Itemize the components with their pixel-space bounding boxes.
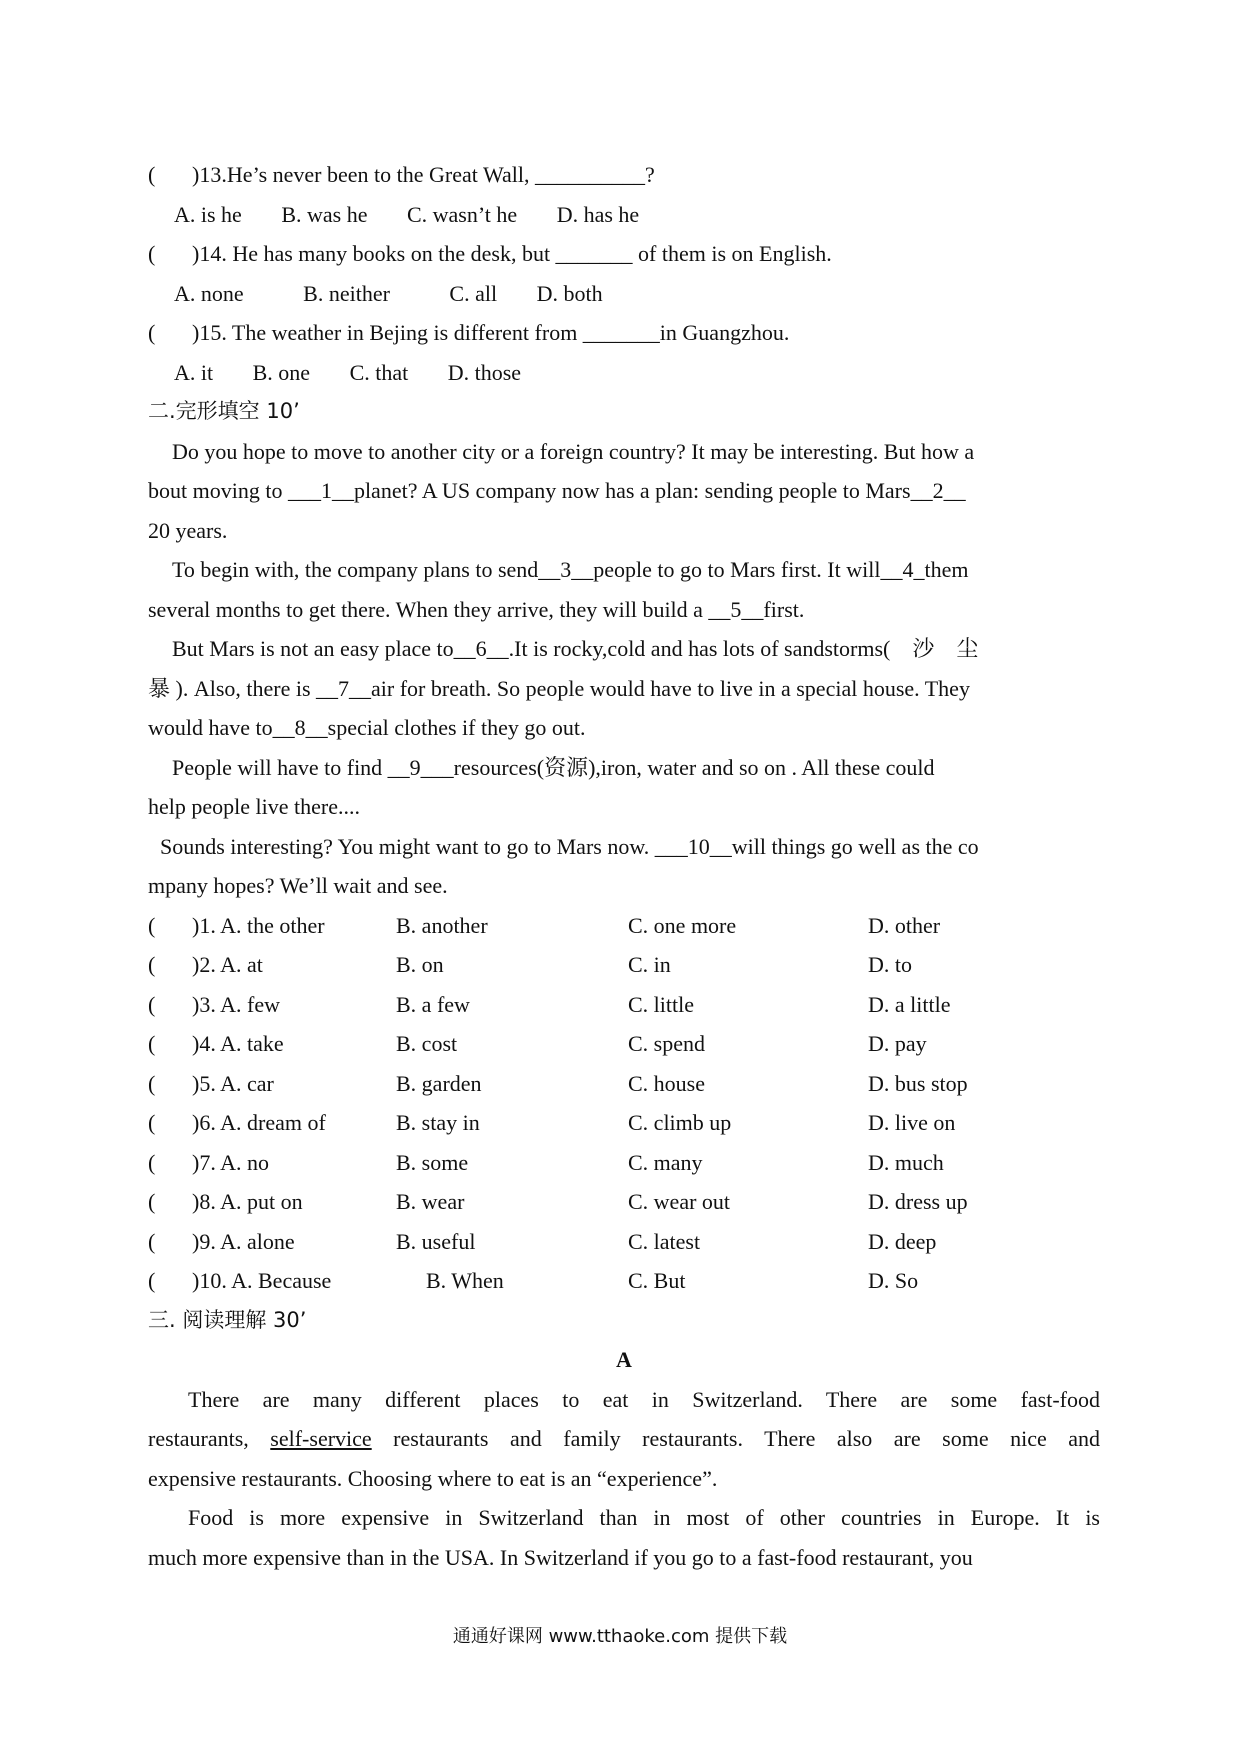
option-d: D. those	[447, 359, 522, 385]
option-a: A. is he	[174, 201, 242, 227]
section-title-cloze: 二.完形填空 10’	[148, 399, 300, 423]
option-d: D. deep	[868, 1228, 937, 1254]
cloze-question-2	[148, 945, 1100, 985]
cloze-line: 暴 ). Also, there is __7__air for breath. So people would have to live in a special house. They	[148, 675, 970, 701]
cloze-question-5	[148, 1064, 1100, 1104]
option-b: B. cost	[396, 1031, 458, 1056]
option-d: D. pay	[868, 1031, 927, 1056]
reading-text: restaurants,	[148, 1426, 271, 1451]
reading-line	[148, 1419, 1100, 1459]
option-b: B. on	[396, 952, 444, 977]
cloze-question-9	[148, 1222, 1100, 1262]
answer-blank[interactable]: (	[148, 912, 156, 938]
underlined-term: self-service	[270, 1426, 372, 1451]
cloze-question-1	[148, 906, 1100, 946]
answer-blank[interactable]: (	[148, 320, 156, 345]
answer-blank[interactable]: (	[148, 1149, 156, 1175]
option-b: B. stay in	[396, 1110, 480, 1135]
option-d: D. much	[868, 1149, 944, 1175]
option-a: )2. A. at	[192, 952, 263, 977]
reading-line: much more expensive than in the USA. In Switzerland if you go to a fast-food restaurant, you	[148, 1544, 973, 1570]
cloze-question-3	[148, 985, 1100, 1025]
cloze-question-8	[148, 1182, 1100, 1222]
option-d: D. to	[868, 952, 912, 977]
option-b: B. a few	[396, 991, 470, 1017]
option-b: B. another	[396, 912, 488, 938]
question-15-options	[148, 353, 1100, 393]
option-c: C. But	[628, 1268, 686, 1293]
option-c: C. many	[628, 1149, 703, 1175]
question-stem: )14. He has many books on the desk, but _______ of them is on English.	[192, 241, 832, 266]
option-a: )5. A. car	[192, 1070, 274, 1096]
reading-line: There are many different places to eat in Switzerland. There are some fast-food	[188, 1386, 1100, 1412]
question-13	[148, 155, 1100, 195]
answer-blank[interactable]: (	[148, 162, 156, 187]
cloze-line: would have to__8__special clothes if they go out.	[148, 715, 586, 740]
cloze-line: 20 years.	[148, 517, 228, 543]
option-c: C. all	[449, 280, 498, 306]
option-d: D. both	[536, 280, 603, 306]
cloze-line: Sounds interesting? You might want to go to Mars now. ___10__will things go well as the co	[160, 833, 979, 859]
answer-blank[interactable]: (	[148, 952, 156, 977]
option-a: )6. A. dream of	[192, 1110, 326, 1135]
option-c: C. wear out	[628, 1189, 731, 1214]
cloze-line: bout moving to ___1__planet? A US company now has a plan: sending people to Mars__2__	[148, 478, 966, 503]
option-c: C. latest	[628, 1228, 701, 1254]
answer-blank[interactable]: (	[148, 1070, 156, 1096]
passage-label: A	[616, 1347, 632, 1372]
option-c: C. spend	[628, 1031, 705, 1056]
option-c: C. that	[349, 359, 409, 385]
option-d: D. a little	[868, 991, 951, 1017]
question-stem: )13.He’s never been to the Great Wall, __________?	[192, 162, 655, 187]
question-stem: )15. The weather in Bejing is different from _______in Guangzhou.	[192, 320, 790, 345]
option-c: C. little	[628, 991, 694, 1017]
cloze-line: People will have to find __9___resources(资源),iron, water and so on . All these could	[172, 754, 935, 780]
option-a: )3. A. few	[192, 991, 280, 1017]
reading-line: Food is more expensive in Switzerland than in most of other countries in Europe. It is	[188, 1505, 1100, 1530]
option-c: C. in	[628, 952, 671, 977]
cloze-question-7	[148, 1143, 1100, 1183]
reading-text: restaurants and family restaurants. There also are some nice and	[371, 1426, 1100, 1451]
option-a: )1. A. the other	[192, 912, 325, 938]
option-b: B. useful	[396, 1228, 476, 1254]
cloze-line: Do you hope to move to another city or a foreign country? It may be interesting. But how a	[172, 438, 975, 464]
answer-blank[interactable]: (	[148, 241, 156, 266]
answer-blank[interactable]: (	[148, 1228, 156, 1254]
option-a: )10. A. Because	[192, 1268, 332, 1293]
cloze-question-4	[148, 1024, 1100, 1064]
cloze-question-6	[148, 1103, 1100, 1143]
option-a: A. none	[174, 280, 244, 306]
option-a: A. it	[174, 359, 214, 385]
option-d: D. live on	[868, 1110, 956, 1135]
page-content	[148, 155, 1100, 1577]
option-a: )7. A. no	[192, 1149, 269, 1175]
question-13-options	[148, 195, 1100, 235]
question-14-options	[148, 274, 1100, 314]
answer-blank[interactable]: (	[148, 1110, 156, 1135]
cloze-line: mpany hopes? We’ll wait and see.	[148, 873, 448, 898]
cloze-line: To begin with, the company plans to send__3__people to go to Mars first. It will__4_them	[172, 557, 969, 582]
option-b: B. wear	[396, 1189, 465, 1214]
option-b: B. neither	[303, 280, 390, 306]
option-d: D. other	[868, 912, 941, 938]
option-c: C. climb up	[628, 1110, 732, 1135]
answer-blank[interactable]: (	[148, 991, 156, 1017]
cloze-line: But Mars is not an easy place to__6__.It is rocky,cold and has lots of sandstorms( 沙 尘	[172, 636, 979, 661]
option-d: D. has he	[556, 201, 640, 227]
option-d: D. bus stop	[868, 1070, 968, 1096]
answer-blank[interactable]: (	[148, 1268, 156, 1293]
option-a: )9. A. alone	[192, 1228, 295, 1254]
option-b: B. some	[396, 1149, 469, 1175]
answer-blank[interactable]: (	[148, 1031, 156, 1056]
option-b: B. garden	[396, 1070, 482, 1096]
option-b: B. When	[426, 1268, 504, 1293]
cloze-question-10	[148, 1261, 1100, 1301]
reading-line: expensive restaurants. Choosing where to eat is an “experience”.	[148, 1465, 718, 1491]
option-c: C. one more	[628, 912, 737, 938]
option-d: D. So	[868, 1268, 919, 1293]
option-b: B. was he	[281, 201, 368, 227]
section-title-reading: 三. 阅读理解 30’	[148, 1307, 307, 1332]
option-d: D. dress up	[868, 1189, 968, 1214]
question-15	[148, 313, 1100, 353]
option-a: )8. A. put on	[192, 1189, 303, 1214]
option-b: B. one	[252, 359, 311, 385]
option-c: C. house	[628, 1070, 705, 1096]
question-14	[148, 234, 1100, 274]
cloze-line: several months to get there. When they arrive, they will build a __5__first.	[148, 596, 805, 622]
option-a: )4. A. take	[192, 1031, 284, 1056]
answer-blank[interactable]: (	[148, 1189, 156, 1214]
option-c: C. wasn’t he	[406, 201, 518, 227]
cloze-line: help people live there....	[148, 794, 360, 819]
page-footer: 通通好课网 www.tthaoke.com 提供下载	[452, 1626, 788, 1647]
